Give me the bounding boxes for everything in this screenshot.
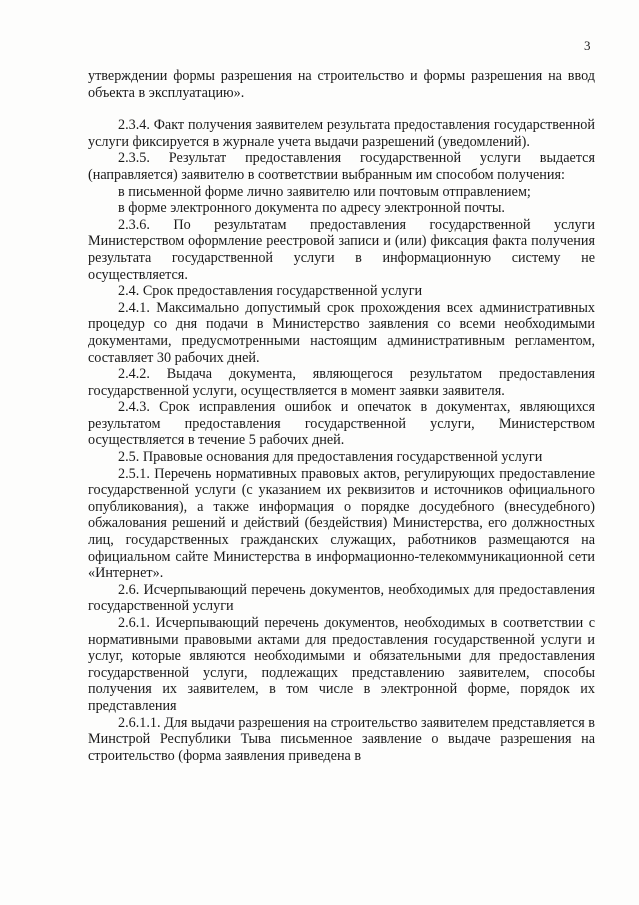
paragraph-continuation: утверждении формы разрешения на строительство и формы разрешения на ввод объекта в эксплуатацию». (88, 68, 595, 101)
paragraph-2-4-2: 2.4.2. Выдача документа, являющегося результатом предоставления государственной услуги, осуществляется в момент заявки заявителя. (88, 366, 595, 399)
section-heading-2-5: 2.5. Правовые основания для предоставления государственной услуги (118, 449, 543, 466)
paragraph-2-3-6: 2.3.6. По результатам предоставления государственной услуги Министерством оформление реестровой записи и (или) фиксация факта получения результата государственной услуги в информационную систему не осуществляется. (88, 216, 595, 283)
paragraph-2-6-1: 2.6.1. Исчерпывающий перечень документов, необходимых в соответствии с нормативными правовыми актами для предоставления государственной услуги и услуг, которые являются необходимыми и обязательными для предоставления государственной услуги, подлежащих представлению заявителем, способы получения их заявителем, в том числе в электронной форме, порядок их представления (88, 615, 595, 714)
section-heading-2-6: 2.6. Исчерпывающий перечень документов, необходимых для предоставления государственной услуги (88, 581, 595, 615)
paragraph-2-3-5: 2.3.5. Результат предоставления государственной услуги выдается (направляется) заявителю в соответствии выбранным им способом получения: (88, 150, 595, 183)
list-item-electronic-form: в форме электронного документа по адресу электронной почты. (118, 200, 505, 217)
list-item-written-form: в письменной форме лично заявителю или почтовым отправлением; (118, 183, 531, 200)
paragraph-2-6-1-1: 2.6.1.1. Для выдачи разрешения на строительство заявителем представляется в Минстрой Республики Тыва письменное заявление о выдаче разрешения на строительство (форма заявления приведена в (88, 714, 595, 764)
paragraph-2-5-1: 2.5.1. Перечень нормативных правовых актов, регулирующих предоставление государственной услуги (с указанием их реквизитов и источников официального опубликования), а также информация о порядке досудебного (внесудебного) обжалования решений и действий (бездействия) Министерства, его должностных лиц, государственных гражданских служащих, работников размещаются на официальном сайте Министерства в информационно-телекоммуникационной сети «Интернет». (88, 465, 595, 582)
blank-line (88, 101, 595, 117)
paragraph-2-4-1: 2.4.1. Максимально допустимый срок прохождения всех административных процедур со дня подачи в Министерство заявления со всеми необходимыми документами, предусмотренными настоящим административным регламентом, составляет 30 рабочих дней. (88, 299, 595, 366)
paragraph-2-3-4: 2.3.4. Факт получения заявителем результата предоставления государственной услуги фиксируется в журнале учета выдачи разрешений (уведомлений). (88, 117, 595, 150)
page-number: 3 (584, 38, 591, 53)
section-heading-2-4: 2.4. Срок предоставления государственной услуги (118, 283, 423, 300)
document-body (88, 68, 595, 764)
paragraph-2-4-3: 2.4.3. Срок исправления ошибок и опечаток в документах, являющихся результатом предоставления государственной услуги, Министерством осуществляется в течение 5 рабочих дней. (88, 399, 595, 449)
